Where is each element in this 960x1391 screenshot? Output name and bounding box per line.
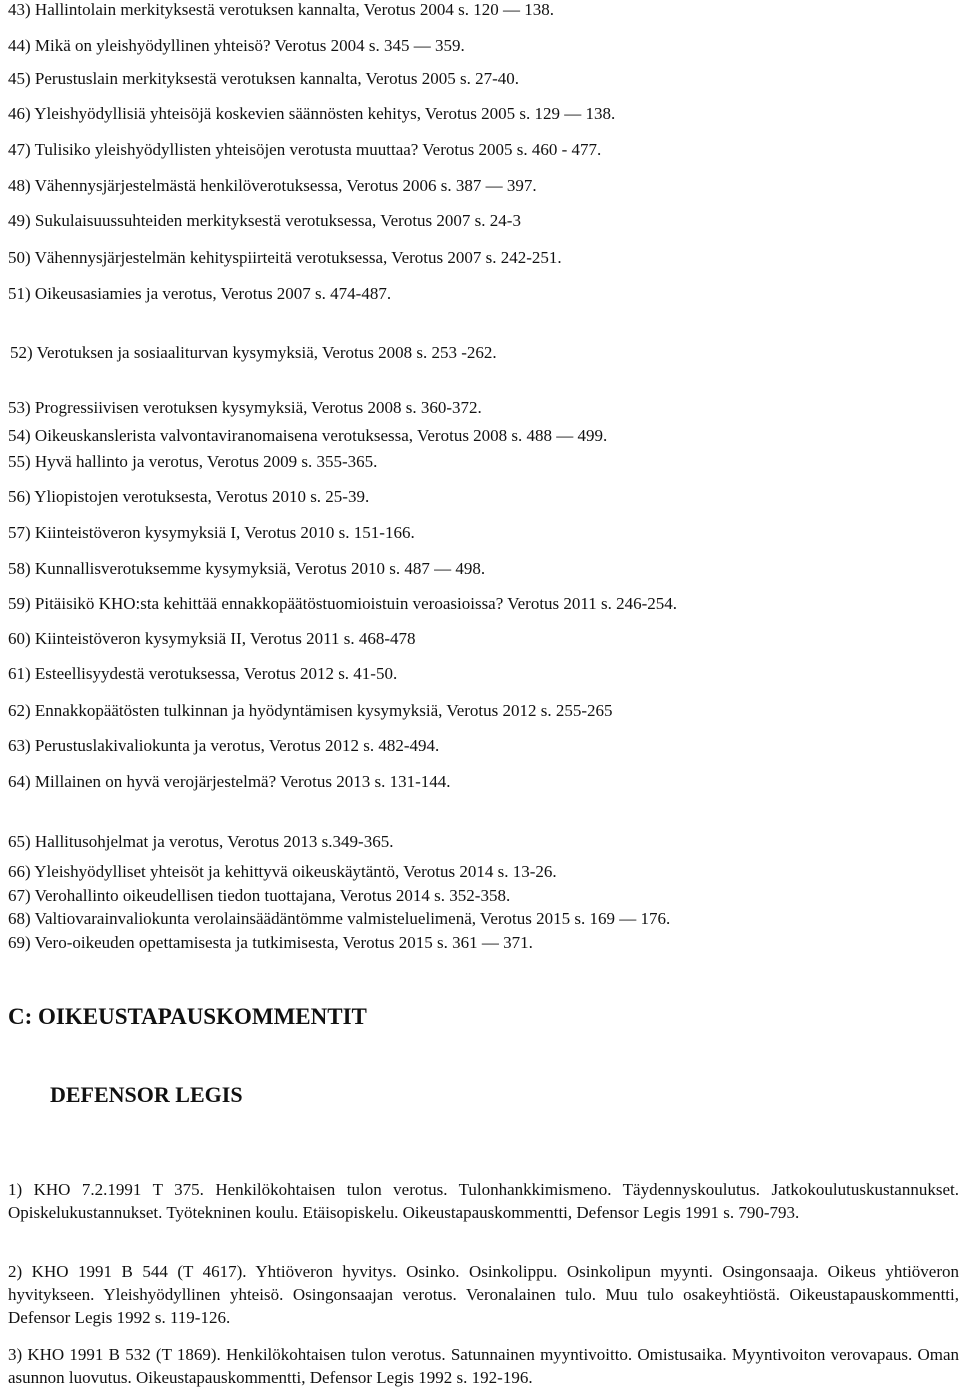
list-item: 62) Ennakkopäätösten tulkinnan ja hyödyntämisen kysymyksiä, Verotus 2012 s. 255-265 — [8, 701, 613, 720]
list-item: 64) Millainen on hyvä verojärjestelmä? Verotus 2013 s. 131-144. — [8, 772, 451, 791]
list-item: 53) Progressiivisen verotuksen kysymyksiä, Verotus 2008 s. 360-372. — [8, 398, 482, 417]
list-item: 51) Oikeusasiamies ja verotus, Verotus 2007 s. 474-487. — [8, 284, 392, 303]
list-item: 65) Hallitusohjelmat ja verotus, Verotus 2013 s.349-365. — [8, 832, 394, 851]
case-item: 2) KHO 1991 B 544 (T 4617). Yhtiöveron hyvitys. Osinko. Osinkolippu. Osinkolipun myynti. Osingonsaaja. Oikeus yhtiöveron hyvitykseen. Yleishyödyllinen yhteisö. Osingonsaajan verotus. Veronalainen tulo. Muu tulo osakeyhtiöstä. Oikeustapauskommentti, Defensor Legis 1992 s. 119-126. — [8, 1262, 959, 1327]
list-item: 68) Valtiovarainvaliokunta verolainsäädäntömme valmisteluelimenä, Verotus 2015 s. 169 — 176. — [8, 909, 671, 928]
sub-heading: DEFENSOR LEGIS — [50, 1082, 243, 1107]
list-item: 55) Hyvä hallinto ja verotus, Verotus 2009 s. 355-365. — [8, 452, 378, 471]
list-item: 69) Vero-oikeuden opettamisesta ja tutkimisesta, Verotus 2015 s. 361 — 371. — [8, 933, 533, 952]
list-item: 59) Pitäisikö KHO:sta kehittää ennakkopäätöstuomioistuin veroasioissa? Verotus 2011 s. 246-254. — [8, 594, 678, 613]
list-item: 60) Kiinteistöveron kysymyksiä II, Verotus 2011 s. 468-478 — [8, 629, 416, 648]
list-item: 56) Yliopistojen verotuksesta, Verotus 2010 s. 25-39. — [8, 487, 370, 506]
list-item: 66) Yleishyödylliset yhteisöt ja kehittyvä oikeuskäytäntö, Verotus 2014 s. 13-26. — [8, 862, 557, 881]
list-item: 46) Yleishyödyllisiä yhteisöjä koskevien säännösten kehitys, Verotus 2005 s. 129 — 138. — [8, 104, 616, 123]
list-item: 44) Mikä on yleishyödyllinen yhteisö? Verotus 2004 s. 345 — 359. — [8, 36, 465, 55]
list-item: 48) Vähennysjärjestelmästä henkilöverotuksessa, Verotus 2006 s. 387 — 397. — [8, 176, 537, 195]
list-item: 54) Oikeuskanslerista valvontaviranomaisena verotuksessa, Verotus 2008 s. 488 — 499. — [8, 426, 608, 445]
list-item: 58) Kunnallisverotuksemme kysymyksiä, Verotus 2010 s. 487 — 498. — [8, 559, 486, 578]
list-item: 43) Hallintolain merkityksestä verotuksen kannalta, Verotus 2004 s. 120 — 138. — [8, 0, 554, 19]
list-item: 67) Verohallinto oikeudellisen tiedon tuottajana, Verotus 2014 s. 352-358. — [8, 886, 511, 905]
section-heading: C: OIKEUSTAPAUSKOMMENTIT — [8, 1004, 367, 1029]
list-item: 50) Vähennysjärjestelmän kehityspiirteitä verotuksessa, Verotus 2007 s. 242-251. — [8, 248, 562, 267]
case-item: 3) KHO 1991 B 532 (T 1869). Henkilökohtaisen tulon verotus. Satunnainen myyntivoitto. Omistusaika. Myyntivoiton verovapaus. Oman asunnon luovutus. Oikeustapauskommentti, Defensor Legis 1992 s. 192-196. — [8, 1345, 959, 1387]
list-item: 57) Kiinteistöveron kysymyksiä I, Verotus 2010 s. 151-166. — [8, 523, 415, 542]
case-item: 1) KHO 7.2.1991 T 375. Henkilökohtaisen tulon verotus. Tulonhankkimismeno. Täydennyskoulutus. Jatkokoulutuskustannukset. Opiskelukustannukset. Työtekninen koulu. Etäisopiskelu. Oikeustapauskommentti, Defensor Legis 1991 s. 790-793. — [8, 1180, 959, 1222]
list-item: 49) Sukulaisuussuhteiden merkityksestä verotuksessa, Verotus 2007 s. 24-3 — [8, 211, 521, 230]
list-item: 61) Esteellisyydestä verotuksessa, Verotus 2012 s. 41-50. — [8, 664, 398, 683]
list-item: 52) Verotuksen ja sosiaaliturvan kysymyksiä, Verotus 2008 s. 253 -262. — [10, 343, 497, 362]
list-item: 47) Tulisiko yleishyödyllisten yhteisöjen verotusta muuttaa? Verotus 2005 s. 460 - 477. — [8, 140, 602, 159]
list-item: 45) Perustuslain merkityksestä verotuksen kannalta, Verotus 2005 s. 27-40. — [8, 69, 520, 88]
list-item: 63) Perustuslakivaliokunta ja verotus, Verotus 2012 s. 482-494. — [8, 736, 440, 755]
